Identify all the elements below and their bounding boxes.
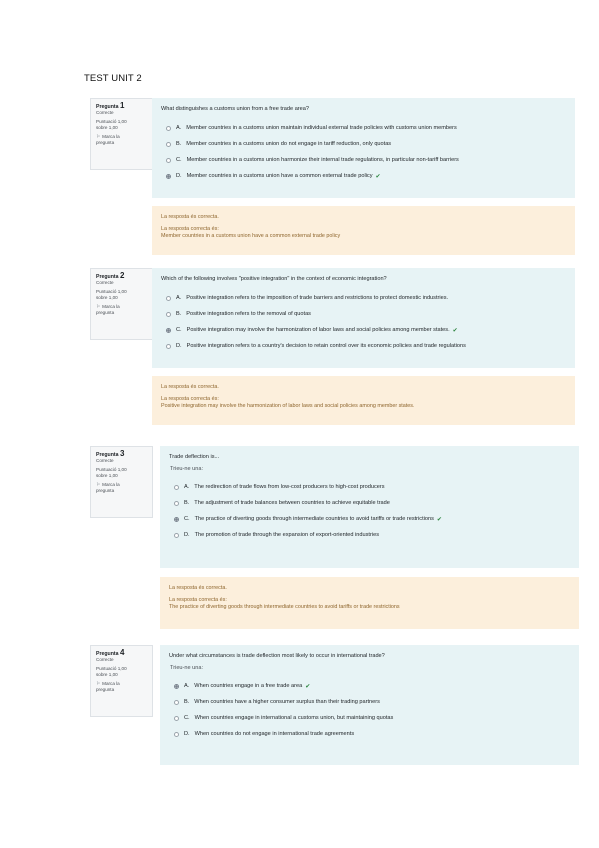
radio-icon[interactable] [174,517,179,522]
answer-option[interactable]: B. Member countries in a customs union do not engage in tariff reduction, only quotas [161,136,566,152]
radio-icon[interactable] [166,312,171,317]
answer-option-selected[interactable]: D. Member countries in a customs union have a common external trade policy ✔ [161,168,566,184]
answer-option[interactable]: A. Positive integration refers to the imposition of trade barriers and restrictions to protect domestic industries. [161,290,566,306]
correct-answer-label: La resposta correcta és: [169,596,227,603]
question-score: Puntuació 1,00 sobre 1,00 [96,665,127,678]
answer-option-selected[interactable]: C. Positive integration may involve the harmonization of labor laws and social policies among member states. ✔ [161,322,566,338]
question-label: Pregunta [96,452,119,458]
feedback-status: La resposta és correcta. [161,384,219,390]
question-info [90,645,153,717]
answer-option-selected[interactable]: C. The practice of diverting goods through intermediate countries to avoid tariffs or trade restrictions ✔ [169,511,570,527]
question-status: Correcte [96,110,114,116]
radio-icon[interactable] [166,126,171,131]
radio-icon[interactable] [166,174,171,179]
answer-option[interactable]: B. Positive integration refers to the removal of quotas [161,306,566,322]
radio-icon[interactable] [174,485,179,490]
question-info [90,98,153,170]
question-status: Correcte [96,657,114,663]
question-box [160,446,579,568]
choose-one-prompt: Trieu-ne una: [170,466,204,472]
correct-answer: Member countries in a customs union have a common external trade policy [161,232,341,239]
answer-option[interactable]: B. The adjustment of trade balances between countries to achieve equitable trade [169,495,570,511]
radio-icon[interactable] [166,344,171,349]
flag-question-link[interactable]: ⚐ Marca la pregunta [96,133,120,146]
question-box [152,98,575,198]
answer-option[interactable]: C. Member countries in a customs union harmonize their internal trade regulations, in particular non-tariff barriers [161,152,566,168]
check-icon: ✔ [375,173,381,180]
question-text: Under what circumstances is trade deflection most likely to occur in international trade? [169,653,385,659]
question-status: Correcte [96,458,114,464]
answer-option[interactable]: A. The redirection of trade flows from low-cost producers to high-cost producers [169,479,570,495]
radio-icon[interactable] [166,328,171,333]
answer-option[interactable]: D. Positive integration refers to a country's decision to retain control over its economic policies and trade regulations [161,338,566,354]
check-icon: ✔ [305,683,311,690]
feedback-status: La resposta és correcta. [169,585,227,591]
feedback-box [160,577,579,629]
flag-icon: ⚐ [96,680,101,686]
flag-question-link[interactable]: ⚐ Marca la pregunta [96,303,120,316]
question-score: Puntuació 1,00 sobre 1,00 [96,288,127,301]
question-box [152,268,575,368]
question-score: Puntuació 1,00 sobre 1,00 [96,466,127,479]
question-text: Trade deflection is... [169,454,220,460]
question-number: 2 [119,271,125,280]
choose-one-prompt: Trieu-ne una: [170,665,204,671]
question-number: 1 [119,101,125,110]
question-label: Pregunta [96,651,119,657]
question-label: Pregunta [96,104,119,110]
question-status: Correcte [96,280,114,286]
feedback-box [152,206,575,255]
answer-option[interactable]: B. When countries have a higher consumer surplus than their trading partners [169,694,570,710]
radio-icon[interactable] [174,716,179,721]
question-label: Pregunta [96,274,119,280]
answer-option[interactable]: D. When countries do not engage in international trade agreements [169,726,570,742]
radio-icon[interactable] [166,142,171,147]
check-icon: ✔ [452,327,458,334]
flag-question-link[interactable]: ⚐ Marca la pregunta [96,481,120,494]
question-number: 4 [119,648,125,657]
correct-answer-label: La resposta correcta és: [161,225,219,232]
question-score: Puntuació 1,00 sobre 1,00 [96,118,127,131]
radio-icon[interactable] [166,158,171,163]
question-text: Which of the following involves "positive integration" in the context of economic integration? [161,276,387,282]
radio-icon[interactable] [174,732,179,737]
radio-icon[interactable] [174,533,179,538]
flag-icon: ⚐ [96,133,101,139]
correct-answer: Positive integration may involve the harmonization of labor laws and social policies among member states. [161,402,415,409]
answer-option[interactable]: A. Member countries in a customs union maintain individual external trade policies with customs union members [161,120,566,136]
flag-icon: ⚐ [96,481,101,487]
question-box [160,645,579,765]
radio-icon[interactable] [166,296,171,301]
feedback-status: La resposta és correcta. [161,214,219,220]
feedback-box [152,376,575,425]
radio-icon[interactable] [174,501,179,506]
flag-question-link[interactable]: ⚐ Marca la pregunta [96,680,120,693]
flag-icon: ⚐ [96,303,101,309]
question-text: What distinguishes a customs union from a free trade area? [161,106,309,112]
answer-option[interactable]: C. When countries engage in international a customs union, but maintaining quotas [169,710,570,726]
answer-option-selected[interactable]: A. When countries engage in a free trade area ✔ [169,678,570,694]
correct-answer: The practice of diverting goods through intermediate countries to avoid tariffs or trade restrictions [169,603,400,610]
radio-icon[interactable] [174,700,179,705]
question-info [90,446,153,518]
question-info [90,268,153,340]
page-title: TEST UNIT 2 [84,73,142,84]
radio-icon[interactable] [174,684,179,689]
correct-answer-label: La resposta correcta és: [161,395,219,402]
question-number: 3 [119,449,125,458]
answer-option[interactable]: D. The promotion of trade through the expansion of export-oriented industries [169,527,570,543]
check-icon: ✔ [436,516,442,523]
